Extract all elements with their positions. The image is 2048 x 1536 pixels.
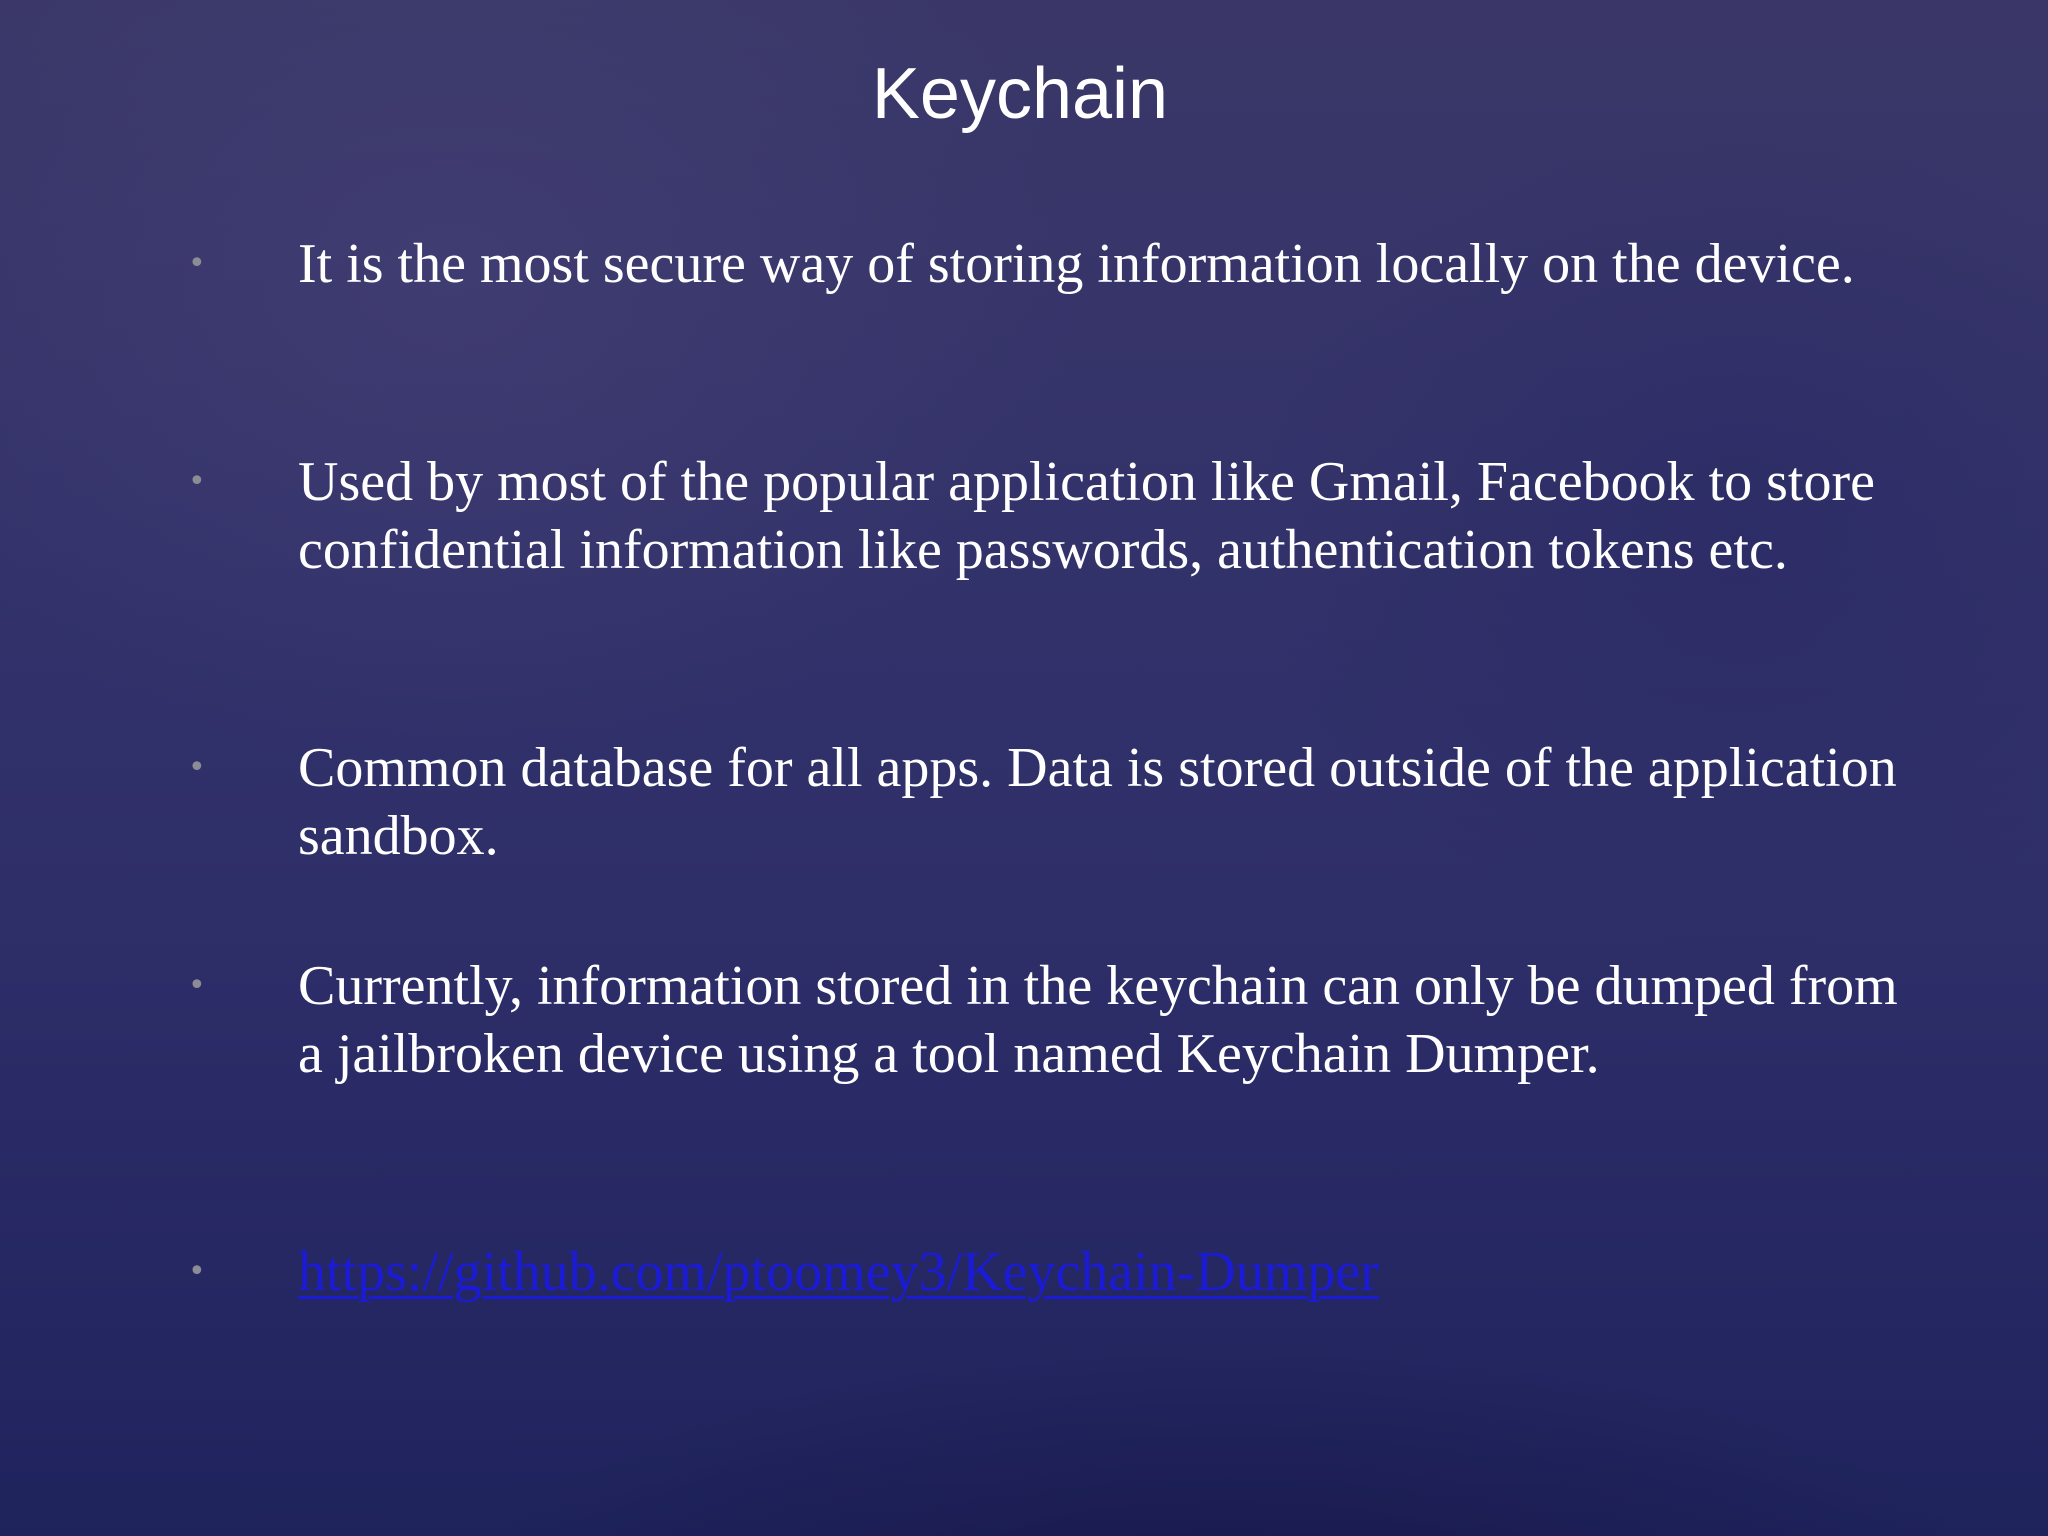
github-link[interactable]: https://github.com/ptoomey3/Keychain-Dumper — [298, 1241, 1379, 1303]
bullet-dot-icon: • — [188, 246, 206, 281]
bullet-dot-icon: • — [188, 464, 206, 499]
bullet-item-keychain-dumper — [188, 952, 1918, 1088]
bullet-item-secure-storage — [188, 230, 1918, 298]
bullet-text: Currently, information stored in the keychain can only be dumped from a jailbroken device using a tool named Keychain Dumper. — [298, 955, 1898, 1085]
bullet-dot-icon: • — [188, 1254, 206, 1289]
bullet-text: Common database for all apps. Data is stored outside of the application sandbox. — [298, 737, 1897, 867]
bullet-text: Used by most of the popular application like Gmail, Facebook to store confidential information like passwords, authentication tokens etc. — [298, 451, 1875, 581]
bullet-text: It is the most secure way of storing information locally on the device. — [298, 233, 1855, 295]
bullet-dot-icon: • — [188, 750, 206, 785]
bullet-item-github-link — [188, 1238, 1918, 1306]
bullet-item-common-database — [188, 734, 1918, 870]
bullet-item-popular-apps — [188, 448, 1918, 584]
slide-title: Keychain — [871, 54, 1169, 134]
bullet-dot-icon: • — [188, 968, 206, 1003]
